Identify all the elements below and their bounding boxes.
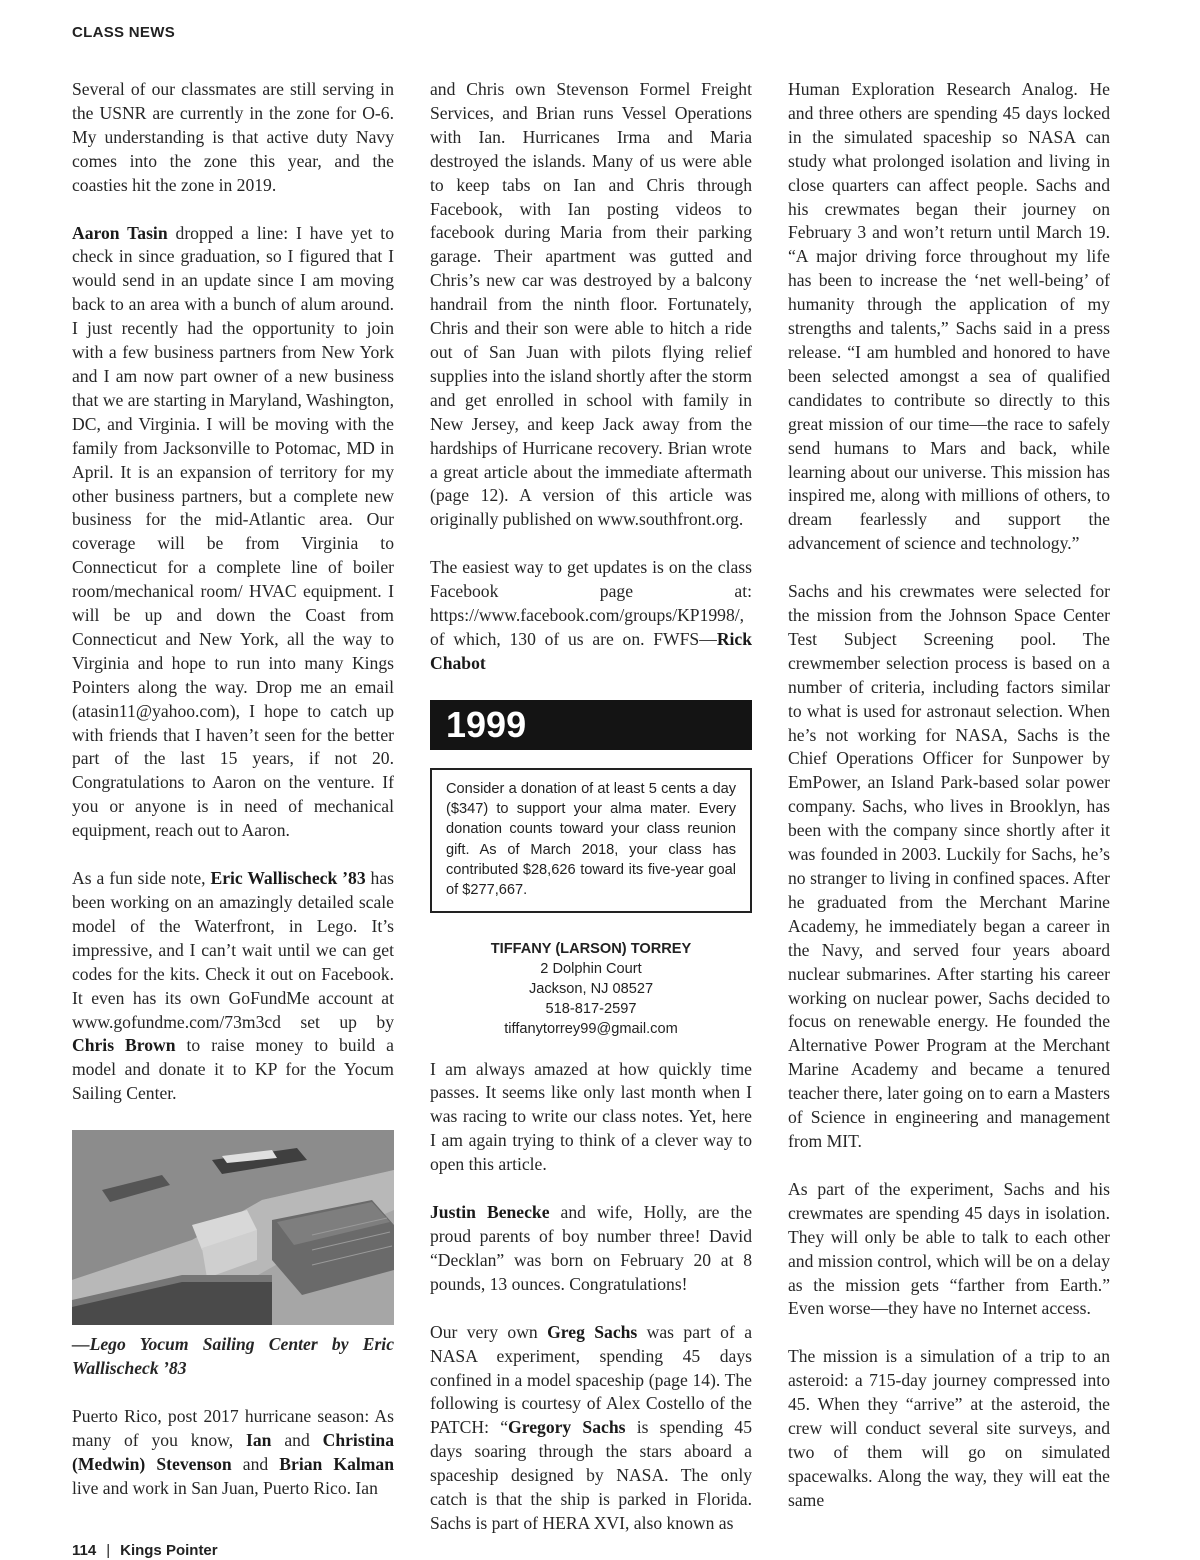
contact-street: 2 Dolphin Court — [540, 960, 642, 977]
paragraph-text: dropped a line: I have yet to check in since graduation, so I figured that I would send in an update since I am moving back to an area with a bunch of alum around. I just recently had the opportunity to join with a few business partners from New York and I am now part owner of a new business that we are starting in Maryland, Washington, DC, and Virginia. I will be moving with the family from Jacksonville to Potomac, MD in April. It is an expansion of territory for my other business partners, but a complete new business for the mid-Atlantic area. Our coverage will be from Virginia to Connecticut for a complete line of boiler room/mechanical room/ HVAC equipment. I will be up and down the Coast from Connecticut and New York, all the way to Virginia and hope to run into many Kings Pointers along the way. Drop me an email (atasin11@yahoo.com), I hope to catch up with friends that I haven’t seen for the better part of the last 15 years, if not 20. Congratulations to Aaron on the venture. If you or anyone is in need of mechanical equipment, reach out to Aaron. — [72, 222, 394, 841]
paragraph-text: Puerto Rico, post 2017 hurricane season: As many of you know, — [72, 1405, 394, 1450]
paragraph-text: Our very own — [430, 1321, 548, 1342]
paragraph-crew-selection: Sachs and his crewmates were selected for the mission from the Johnson Space Center Test Subject Screening pool. The crewmember selection process is based on a number of criteria, including factors similar to what is used for astronaut selection. When he’s not working for NASA, Sachs is the Chief Operations Officer for Sunpower by EmPower, an Island Park-based solar power company. Sachs, who lives in Brooklyn, has been with the company since shortly after it was founded in 2003. Luckily for Sachs, he’s no stranger to living in confined spaces. After he graduated from the Merchant Marine Academy, he immediately began a career in the Navy, and served four years aboard nuclear submarines. After starting his career working on nuclear power, Sachs decided to focus on renewable energy. He founded the Alternative Power Program at the Merchant Marine Academy and became a tenured teacher there, later going on to earn a Masters of Science in engineering and management from MIT. — [788, 581, 1110, 1151]
contact-city: Jackson, NJ 08527 — [528, 980, 654, 997]
paragraph-stevenson-freight: and Chris own Stevenson Formel Freight Services, and Brian runs Vessel Operations with Ian. Hurricanes Irma and Maria destroyed the islands. Many of us were able to keep tabs on Ian and Chris through Facebook, with Ian posting videos to facebook during Maria from their parking garage. Their apartment was gutted and Chris’s new car was destroyed by a balcony handrail from the ninth floor. Fortunately, Chris and their son were able to hitch a ride out of San Juan with pilots flying relief supplies into the island shortly after the storm and get enrolled in school with family in New Jersey, and keep Jack away from the hardships of Hurricane recovery. Brian wrote a great article about the immediate aftermath (page 12). A version of this article was originally published on www.southfront.org. — [430, 79, 753, 530]
section-header: CLASS NEWS — [72, 24, 176, 41]
paragraph-text: was part of a NASA experiment, spending 45 days confined in a model spaceship (page 14). The following is courtesy of Alex Costello of the PATCH: “ — [430, 1321, 752, 1438]
publication-name: Kings Pointer — [120, 1542, 218, 1559]
paragraph-lego-model — [72, 867, 394, 1106]
name-christina-stevenson: Christina (Medwin) Stevenson — [72, 1429, 394, 1474]
name-brian-kalman: Brian Kalman — [279, 1453, 394, 1474]
contact-email: tiffanytorrey99@gmail.com — [504, 1021, 678, 1038]
paragraph-text: and wife, Holly, are the proud parents of boy number three! David “Decklan” was born on February 20 at 8 pounds, 13 ounces. Congratulations! — [430, 1202, 752, 1294]
paragraph-text: and — [231, 1453, 280, 1474]
page-footer — [72, 1542, 218, 1559]
paragraph-facebook-updates — [430, 556, 752, 676]
paragraph-isolation: As part of the experiment, Sachs and his crewmates are spending 45 days in isolation. They will only be able to talk to each other and mission control, which will be on a delay as the mission gets “farther from Earth.” Even worse—they have no Internet access. — [788, 1178, 1110, 1319]
name-ian: Ian — [246, 1429, 272, 1450]
paragraph-justin-benecke — [430, 1201, 752, 1297]
column-3 — [788, 78, 1110, 1537]
paragraph-text: and — [271, 1429, 323, 1450]
name-aaron-tasin: Aaron Tasin — [72, 222, 168, 243]
page-number: 114 — [72, 1542, 97, 1559]
paragraph-text: has been working on an amazingly detailed scale model of the Waterfront, in Lego. It’s impressive, and I can’t wait until we can get codes for the kits. Check it out on Facebook. It even has its own GoFundMe account at www.gofundme.com/73m3cd set up by — [72, 868, 394, 1032]
paragraph-time-passes: I am always amazed at how quickly time passes. It seems like only last month when I was racing to write our class notes. Yet, here I am again trying to think of a clever way to open this article. — [430, 1058, 752, 1175]
contact-name: TIFFANY (LARSON) TORREY — [490, 940, 692, 957]
column-1 — [72, 78, 394, 1525]
paragraph-text: is spending 45 days soaring through the stars aboard a spaceship designed by NASA. The only catch is that the ship is parked in Florida. Sachs is part of HERA XVI, also known as — [430, 1417, 752, 1533]
name-greg-sachs: Greg Sachs — [547, 1321, 638, 1342]
name-rick-chabot: Rick Chabot — [430, 628, 752, 673]
name-justin-benecke: Justin Benecke — [430, 1202, 550, 1223]
paragraph-text: live and work in San Juan, Puerto Rico. Ian — [72, 1477, 378, 1498]
column-2 — [430, 78, 752, 1560]
name-gregory-sachs: Gregory Sachs — [508, 1417, 626, 1438]
name-eric-wallischeck: Eric Wallischeck ’83 — [210, 868, 366, 889]
paragraph-aaron-tasin — [72, 222, 394, 844]
donation-box: Consider a donation of at least 5 cents a day ($347) to support your alma mater. Every donation counts toward your class reunion gift. As of March 2018, your class has contributed $28,626 toward its five-year goal of $277,667. — [430, 768, 752, 913]
photo-caption: —Lego Yocum Sailing Center by Eric Wallischeck ’83 — [72, 1334, 394, 1379]
class-contact — [430, 939, 752, 1040]
paragraph-text: The easiest way to get updates is on the class Facebook page at: https://www.facebook.com/groups/KP1998/, of which, 130 of us are on. FWFS— — [430, 557, 752, 649]
contact-phone: 518-817-2597 — [545, 1001, 637, 1018]
footer-separator: | — [106, 1542, 111, 1559]
lego-sailing-center-photo — [72, 1130, 394, 1325]
paragraph-usnr: Several of our classmates are still serving in the USNR are currently in the zone for O-6. My understanding is that active duty Navy comes into the zone this year, and the coasties hit the zone in 2019. — [72, 79, 394, 195]
name-chris-brown: Chris Brown — [72, 1035, 176, 1056]
paragraph-asteroid-mission: The mission is a simulation of a trip to an asteroid: a 715-day journey compressed into 45. When they “arrive” at the asteroid, the crew will conduct several site surveys, and two of them will go on simulated spacewalks. Along the way, they will eat the same — [788, 1346, 1110, 1510]
paragraph-puerto-rico — [72, 1405, 394, 1501]
paragraph-hera: Human Exploration Research Analog. He and three others are spending 45 days locked in the simulated spaceship so NASA can study what prolonged isolation and living in close quarters can affect people. Sachs and his crewmates began their journey on February 3 and won’t return until March 19. “A major driving force throughout my life has been to increase the ‘net well-being’ of humanity through the application of my strengths and talents,” Sachs said in a press release. “I am humbled and honored to have been selected amongst a sea of qualified candidates to contribute so directly to this great mission of our time—the race to safely send humans to Mars and back, while learning about our universe. This mission has inspired me, along with millions of others, to dream fearlessly and support the advancement of science and technology.” — [788, 79, 1110, 554]
class-year-banner: 1999 — [430, 700, 752, 750]
paragraph-text: to raise money to build a model and donate it to KP for the Yocum Sailing Center. — [72, 1035, 394, 1104]
paragraph-text: As a fun side note, — [72, 868, 211, 889]
paragraph-greg-sachs — [430, 1321, 752, 1536]
